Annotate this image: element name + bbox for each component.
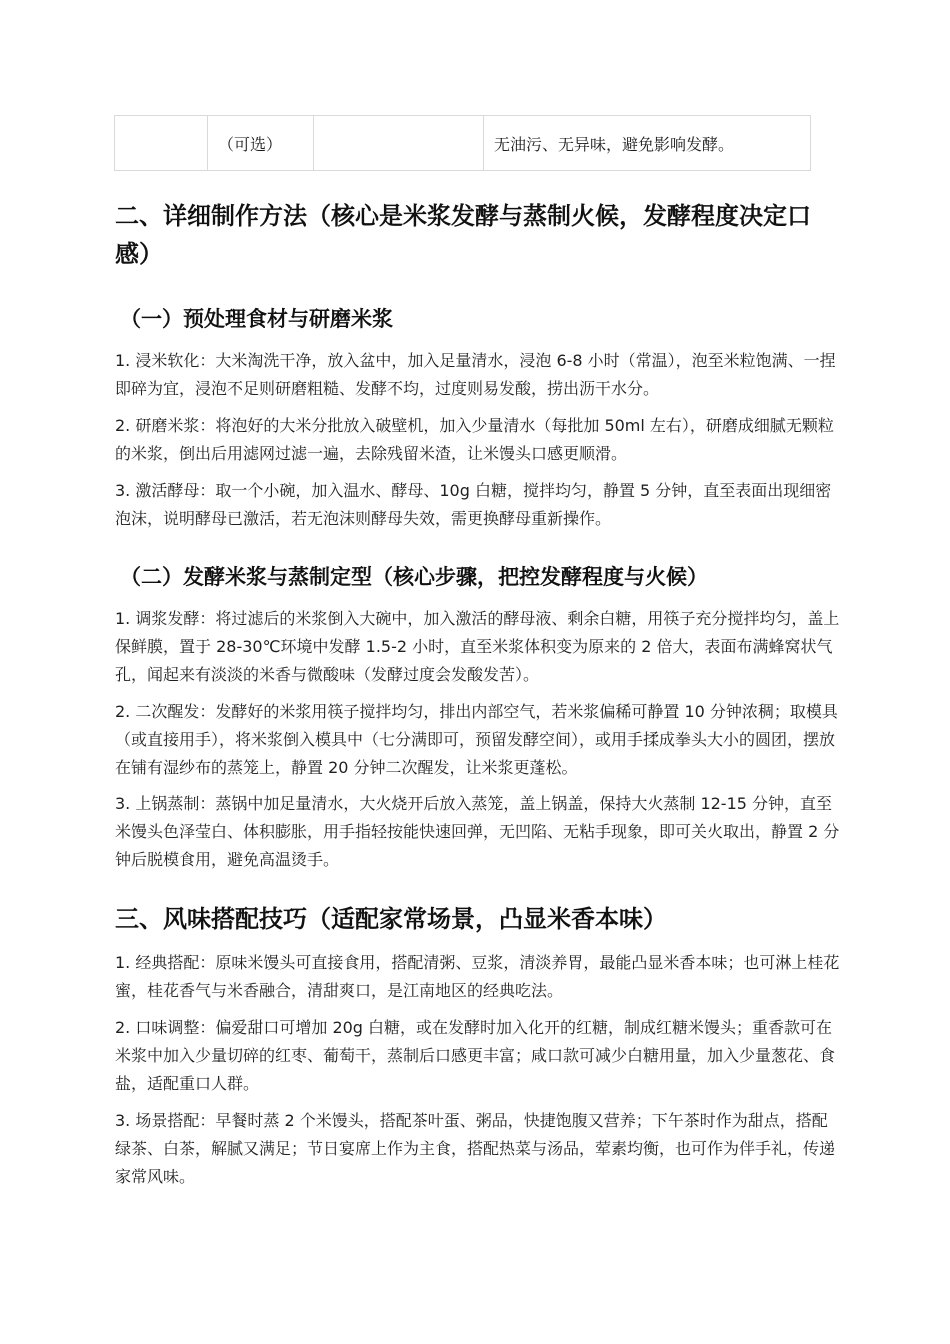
section-3-heading: 三、风味搭配技巧（适配家常场景，凸显米香本味） [115, 905, 667, 933]
table-cell [115, 116, 208, 171]
table-cell: （可选） [208, 116, 314, 171]
list-item: 2. 二次醒发：发酵好的米浆用筷子搅拌均匀，排出内部空气，若米浆偏稀可静置 10 分钟浓稠；取模具（或直接用手），将米浆倒入模具中（七分满即可，预留发酵空间），或用手揉成拳头大小的圆团，摆放在铺有湿纱布的蒸笼上，静置 20 分钟二次醒发，让米浆更蓬松。 [115, 702, 838, 777]
ingredient-table [114, 115, 811, 171]
table-cell: 无油污、无异味，避免影响发酵。 [484, 116, 811, 171]
list-item: 3. 激活酵母：取一个小碗，加入温水、酵母、10g 白糖，搅拌均匀，静置 5 分钟，直至表面出现细密泡沫，说明酵母已激活，若无泡沫则酵母失效，需更换酵母重新操作。 [115, 481, 832, 528]
table-cell [314, 116, 484, 171]
list-item: 2. 研磨米浆：将泡好的大米分批放入破壁机，加入少量清水（每批加 50ml 左右），研磨成细腻无颗粒的米浆，倒出后用滤网过滤一遍，去除残留米渣，让米馒头口感更顺滑。 [115, 416, 834, 463]
list-item: 3. 上锅蒸制：蒸锅中加足量清水，大火烧开后放入蒸笼，盖上锅盖，保持大火蒸制 12-15 分钟，直至米馒头色泽莹白、体积膨胀，用手指轻按能快速回弹，无凹陷、无粘手现象，即可关火取出，静置 2 分钟后脱模食用，避免高温烫手。 [115, 794, 840, 869]
list-item: 1. 浸米软化：大米淘洗干净，放入盆中，加入足量清水，浸泡 6-8 小时（常温），泡至米粒饱满、一捏即碎为宜，浸泡不足则研磨粗糙、发酵不均，过度则易发酸，捞出沥干水分。 [115, 351, 836, 398]
subsection-2-heading: （二）发酵米浆与蒸制定型（核心步骤，把控发酵程度与火候） [120, 565, 708, 589]
list-item: 2. 口味调整：偏爱甜口可增加 20g 白糖，或在发酵时加入化开的红糖，制成红糖米馒头；重香款可在米浆中加入少量切碎的红枣、葡萄干，蒸制后口感更丰富；咸口款可减少白糖用量，加入少量葱花、食盐，适配重口人群。 [115, 1018, 836, 1093]
list-item: 3. 场景搭配：早餐时蒸 2 个米馒头，搭配茶叶蛋、粥品，快捷饱腹又营养；下午茶时作为甜点，搭配绿茶、白茶，解腻又满足；节日宴席上作为主食，搭配热菜与汤品，荤素均衡，也可作为伴手礼，传递家常风味。 [115, 1111, 836, 1186]
section-2-heading: 二、详细制作方法（核心是米浆发酵与蒸制火候，发酵程度决定口感） [115, 202, 811, 268]
list-item: 1. 经典搭配：原味米馒头可直接食用，搭配清粥、豆浆，清淡养胃，最能凸显米香本味；也可淋上桂花蜜，桂花香气与米香融合，清甜爽口，是江南地区的经典吃法。 [115, 953, 840, 1000]
list-item: 1. 调浆发酵：将过滤后的米浆倒入大碗中，加入激活的酵母液、剩余白糖，用筷子充分搅拌均匀，盖上保鲜膜，置于 28-30℃环境中发酵 1.5-2 小时，直至米浆体积变为原来的 2 倍大，表面布满蜂窝状气孔，闻起来有淡淡的米香与微酸味（发酵过度会发酸发苦）。 [115, 609, 840, 684]
table-row [115, 116, 811, 171]
subsection-1-heading: （一）预处理食材与研磨米浆 [120, 307, 393, 331]
